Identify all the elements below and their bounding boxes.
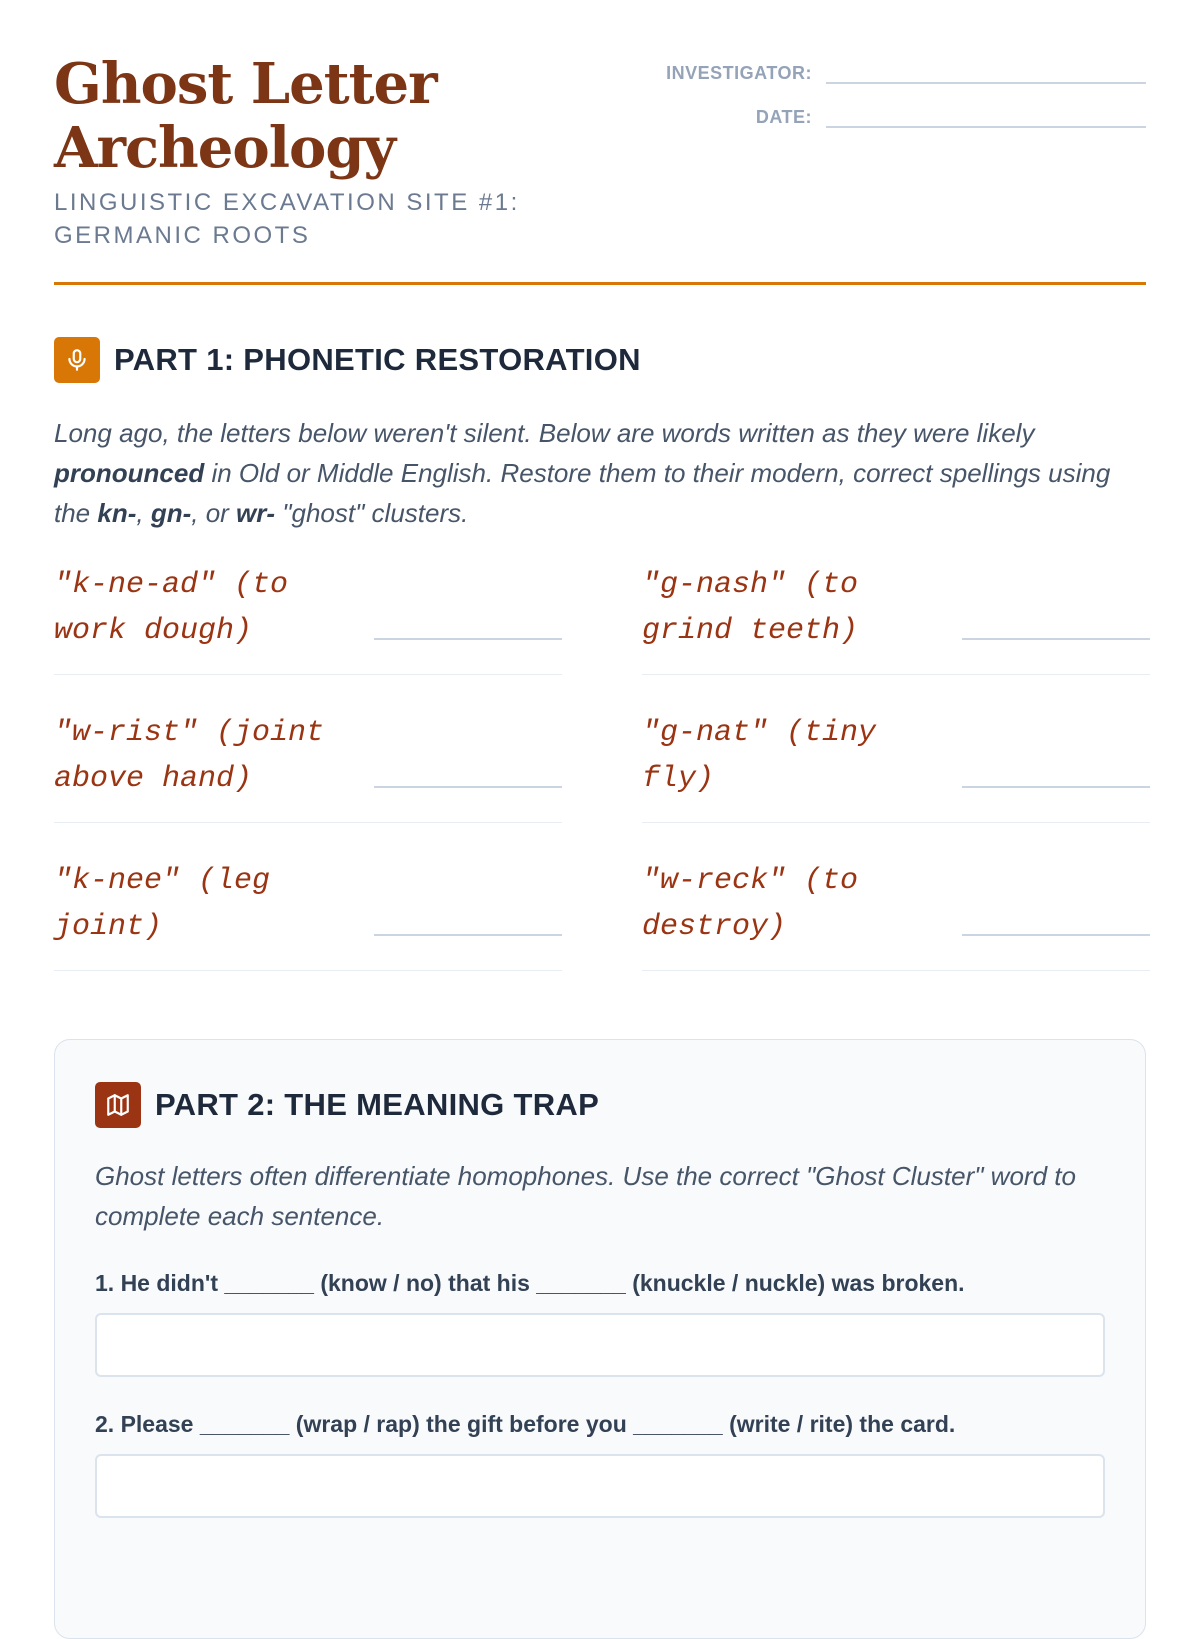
- date-label: DATE:: [755, 107, 812, 127]
- answer-input[interactable]: [95, 1313, 1105, 1377]
- part2-card: [54, 1039, 1146, 1639]
- meta-fields: [656, 52, 1146, 252]
- part1-intro-text: "ghost" clusters.: [275, 498, 469, 528]
- cluster-wr: wr-: [236, 498, 276, 528]
- answer-blank[interactable]: [962, 786, 1150, 788]
- title-block: [54, 52, 574, 252]
- part1-intro-text: in Old or Middle English. Restore them to their modern, correct spellings using the: [54, 458, 1111, 528]
- part1-title: PART 1: PHONETIC RESTORATION: [114, 342, 641, 377]
- part2-heading: [95, 1082, 1105, 1128]
- date-row: [656, 104, 1146, 128]
- worksheet-header: [54, 0, 1146, 252]
- answer-blank[interactable]: [374, 638, 562, 640]
- cluster-kn: kn-: [97, 498, 137, 528]
- answer-blank[interactable]: [374, 786, 562, 788]
- microphone-icon: [54, 337, 100, 383]
- restoration-item: [54, 855, 562, 971]
- page-subtitle: LINGUISTIC EXCAVATION SITE #1: GERMANIC ROOTS: [54, 189, 520, 249]
- phonetic-word: "w-rist" (joint above hand): [54, 716, 325, 796]
- header-divider: [54, 282, 1146, 285]
- phonetic-word: "k-ne-ad" (to work dough): [54, 568, 289, 648]
- answer-blank[interactable]: [962, 934, 1150, 936]
- restoration-item: [642, 559, 1150, 675]
- page-title: Ghost Letter Archeology: [54, 51, 437, 181]
- part1-instructions: [54, 413, 1146, 533]
- investigator-field[interactable]: [826, 60, 1146, 84]
- separator: , or: [191, 498, 237, 528]
- part2-title: PART 2: THE MEANING TRAP: [155, 1087, 600, 1122]
- restoration-item: [54, 559, 562, 675]
- pronounced-emphasis: pronounced: [54, 458, 205, 488]
- phonetic-word: "g-nash" (to grind teeth): [642, 568, 859, 648]
- investigator-row: [656, 60, 1146, 84]
- phonetic-word: "w-reck" (to destroy): [642, 864, 859, 944]
- part1-heading: [54, 337, 1146, 383]
- restoration-grid: [54, 559, 1146, 1003]
- part2-instructions: Ghost letters often differentiate homophones. Use the correct "Ghost Cluster" word to complete each sentence.: [95, 1161, 1076, 1231]
- answer-input[interactable]: [95, 1454, 1105, 1518]
- answer-blank[interactable]: [962, 638, 1150, 640]
- cluster-gn: gn-: [150, 498, 192, 528]
- separator: ,: [136, 498, 151, 528]
- question-prompt: 2. Please _______ (wrap / rap) the gift before you _______ (write / rite) the card.: [95, 1411, 956, 1437]
- restoration-item: [642, 707, 1150, 823]
- investigator-label: INVESTIGATOR:: [666, 63, 812, 83]
- restoration-item: [642, 855, 1150, 971]
- date-field[interactable]: [826, 104, 1146, 128]
- restoration-item: [54, 707, 562, 823]
- part1-intro-text: Long ago, the letters below weren't silent. Below are words written as they were likely: [54, 418, 1035, 448]
- phonetic-word: "k-nee" (leg joint): [54, 864, 271, 944]
- question-prompt: 1. He didn't _______ (know / no) that his _______ (knuckle / nuckle) was broken.: [95, 1270, 965, 1296]
- phonetic-word: "g-nat" (tiny fly): [642, 716, 877, 796]
- answer-blank[interactable]: [374, 934, 562, 936]
- map-icon: [95, 1082, 141, 1128]
